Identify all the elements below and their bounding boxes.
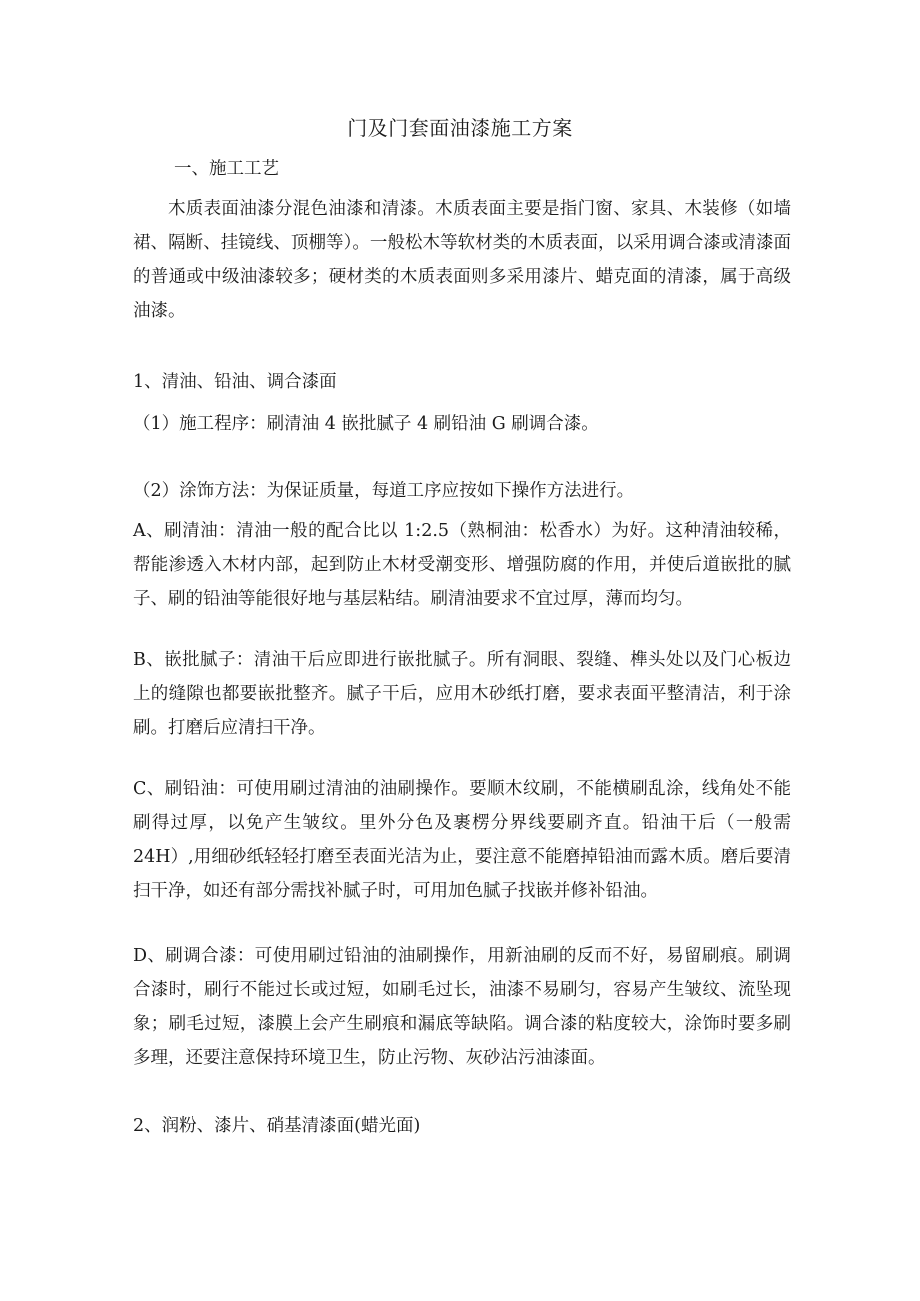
item2-heading: 2、润粉、漆片、硝基清漆面(蜡光面) <box>133 1116 421 1136</box>
item1-procedure: （1）施工程序：刷清油 4 嵌批腻子 4 刷铅油 G 刷调合漆。 <box>133 414 599 434</box>
step-b-paragraph: B、嵌批腻子：清油干后应即进行嵌批腻子。所有洞眼、裂缝、榫头处以及门心板边上的缝隙也都要嵌批整齐。腻子干后，应用木砂纸打磨，要求表面平整清洁，利于涂刷。打磨后应清扫干净。 <box>133 650 791 738</box>
section-heading: 一、施工工艺 <box>174 159 279 179</box>
item1-heading: 1、清油、铅油、调合漆面 <box>133 372 337 392</box>
step-a-paragraph: A、刷清油：清油一般的配合比以 1:2.5（熟桐油：松香水）为好。这种清油较稀，帮能渗透入木材内部，起到防止木材受潮变形、增强防腐的作用，并使后道嵌批的腻子、刷的铅油等能很好地与基层粘结。刷清油要求不宜过厚，薄而均匀。 <box>133 521 791 609</box>
step-c-paragraph: C、刷铅油：可使用刷过清油的油刷操作。要顺木纹刷，不能横刷乱涂，线角处不能刷得过厚，以免产生皱纹。里外分色及裹楞分界线要刷齐直。铅油干后（一般需 24H）,用细砂纸轻轻打磨至表面光洁为止，要注意不能磨掉铅油而露木质。磨后要清扫干净，如还有部分需找补腻子时，可用加色腻子找嵌并修补铅油。 <box>133 779 791 901</box>
step-d-paragraph: D、刷调合漆：可使用刷过铅油的油刷操作，用新油刷的反而不好，易留刷痕。刷调合漆时，刷行不能过长或过短，如刷毛过长，油漆不易刷匀，容易产生皱纹、流坠现象；刷毛过短，漆膜上会产生刷痕和漏底等缺陷。调合漆的粘度较大，涂饰时要多刷多理，还要注意保持环境卫生，防止污物、灰砂沾污油漆面。 <box>133 946 791 1068</box>
intro-paragraph: 木质表面油漆分混色油漆和清漆。木质表面主要是指门窗、家具、木装修（如墙裙、隔断、挂镜线、顶棚等）。一般松木等软材类的木质表面，以采用调合漆或清漆面的普通或中级油漆较多；硬材类的木质表面则多采用漆片、蜡克面的清漆，属于高级油漆。 <box>133 199 791 321</box>
item1-method: （2）涂饰方法：为保证质量，每道工序应按如下操作方法进行。 <box>133 481 635 501</box>
page-title: 门及门套面油漆施工方案 <box>347 116 573 140</box>
